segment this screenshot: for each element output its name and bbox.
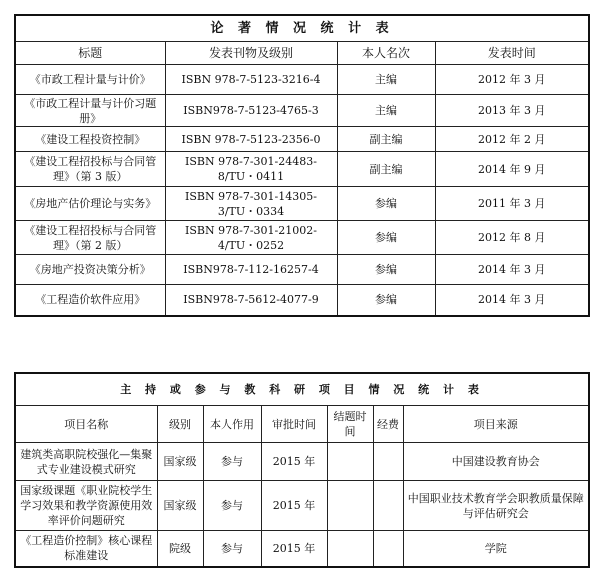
table-row bbox=[15, 255, 589, 285]
publication-date: 2014 年 3 月 bbox=[435, 285, 589, 316]
publication-title: 《建设工程投资控制》 bbox=[15, 127, 165, 152]
table-row bbox=[15, 127, 589, 152]
publication-isbn: ISBN978-7-112-16257-4 bbox=[165, 255, 337, 285]
header-title: 标题 bbox=[15, 42, 165, 65]
table-row bbox=[15, 95, 589, 127]
publication-rank: 参编 bbox=[337, 255, 435, 285]
publication-date: 2012 年 8 月 bbox=[435, 221, 589, 255]
publication-rank: 主编 bbox=[337, 95, 435, 127]
project-funds bbox=[373, 443, 403, 481]
project-role: 参与 bbox=[203, 531, 261, 567]
publication-rank: 主编 bbox=[337, 65, 435, 95]
publication-isbn: ISBN 978-7-301-24483-8/TU・0411 bbox=[165, 152, 337, 187]
publication-isbn: ISBN 978-7-5123-3216-4 bbox=[165, 65, 337, 95]
header-level: 级别 bbox=[157, 406, 203, 443]
project-source: 中国建设教育协会 bbox=[403, 443, 589, 481]
project-name: 《工程造价控制》核心课程标准建设 bbox=[15, 531, 157, 567]
publication-title: 《建设工程招投标与合同管理》（第 2 版） bbox=[15, 221, 165, 255]
publication-isbn: ISBN978-7-5612-4077-9 bbox=[165, 285, 337, 316]
publication-date: 2012 年 2 月 bbox=[435, 127, 589, 152]
project-completion bbox=[327, 531, 373, 567]
projects-title: 主 持 或 参 与 教 科 研 项 目 情 况 统 计 表 bbox=[15, 373, 589, 406]
publication-title: 《建设工程招投标与合同管理》（第 3 版） bbox=[15, 152, 165, 187]
publications-title: 论 著 情 况 统 计 表 bbox=[15, 15, 589, 42]
publication-rank: 副主编 bbox=[337, 152, 435, 187]
header-source: 项目来源 bbox=[403, 406, 589, 443]
projects-table bbox=[14, 372, 590, 568]
project-source: 中国职业技术教育学会职教质量保障与评估研究会 bbox=[403, 481, 589, 531]
publication-title: 《工程造价软件应用》 bbox=[15, 285, 165, 316]
publication-date: 2011 年 3 月 bbox=[435, 187, 589, 221]
header-project-name: 项目名称 bbox=[15, 406, 157, 443]
table-row bbox=[15, 65, 589, 95]
publication-isbn: ISBN 978-7-301-14305-3/TU・0334 bbox=[165, 187, 337, 221]
header-approval: 审批时间 bbox=[261, 406, 327, 443]
publication-date: 2012 年 3 月 bbox=[435, 65, 589, 95]
table-row bbox=[15, 531, 589, 567]
project-level: 国家级 bbox=[157, 481, 203, 531]
projects-title-row bbox=[15, 373, 589, 406]
table-row bbox=[15, 152, 589, 187]
publication-date: 2014 年 9 月 bbox=[435, 152, 589, 187]
project-level: 国家级 bbox=[157, 443, 203, 481]
project-role: 参与 bbox=[203, 443, 261, 481]
publication-isbn: ISBN978-7-5123-4765-3 bbox=[165, 95, 337, 127]
table-row bbox=[15, 285, 589, 316]
publication-title: 《市政工程计量与计价习题册》 bbox=[15, 95, 165, 127]
publication-rank: 参编 bbox=[337, 285, 435, 316]
publication-title: 《房地产估价理论与实务》 bbox=[15, 187, 165, 221]
table-row bbox=[15, 187, 589, 221]
publication-title: 《房地产投资决策分析》 bbox=[15, 255, 165, 285]
publication-isbn: ISBN 978-7-301-21002-4/TU・0252 bbox=[165, 221, 337, 255]
project-funds bbox=[373, 531, 403, 567]
table-row bbox=[15, 221, 589, 255]
publication-rank: 参编 bbox=[337, 221, 435, 255]
project-approval: 2015 年 bbox=[261, 481, 327, 531]
publications-table bbox=[14, 14, 590, 317]
header-role: 本人作用 bbox=[203, 406, 261, 443]
publications-title-row bbox=[15, 15, 589, 42]
project-approval: 2015 年 bbox=[261, 531, 327, 567]
project-source: 学院 bbox=[403, 531, 589, 567]
table-row bbox=[15, 443, 589, 481]
publication-rank: 副主编 bbox=[337, 127, 435, 152]
project-funds bbox=[373, 481, 403, 531]
publication-date: 2013 年 3 月 bbox=[435, 95, 589, 127]
project-approval: 2015 年 bbox=[261, 443, 327, 481]
header-funds: 经费 bbox=[373, 406, 403, 443]
header-journal: 发表刊物及级别 bbox=[165, 42, 337, 65]
project-level: 院级 bbox=[157, 531, 203, 567]
publication-rank: 参编 bbox=[337, 187, 435, 221]
projects-header-row bbox=[15, 406, 589, 443]
project-name: 建筑类高职院校强化—集聚式专业建设模式研究 bbox=[15, 443, 157, 481]
project-completion bbox=[327, 443, 373, 481]
project-name: 国家级课题《职业院校学生学习效果和教学资源使用效率评价问题研究 bbox=[15, 481, 157, 531]
publications-header-row bbox=[15, 42, 589, 65]
publication-isbn: ISBN 978-7-5123-2356-0 bbox=[165, 127, 337, 152]
header-date: 发表时间 bbox=[435, 42, 589, 65]
publication-date: 2014 年 3 月 bbox=[435, 255, 589, 285]
publication-title: 《市政工程计量与计价》 bbox=[15, 65, 165, 95]
project-completion bbox=[327, 481, 373, 531]
header-completion: 结题时间 bbox=[327, 406, 373, 443]
table-row bbox=[15, 481, 589, 531]
header-rank: 本人名次 bbox=[337, 42, 435, 65]
project-role: 参与 bbox=[203, 481, 261, 531]
